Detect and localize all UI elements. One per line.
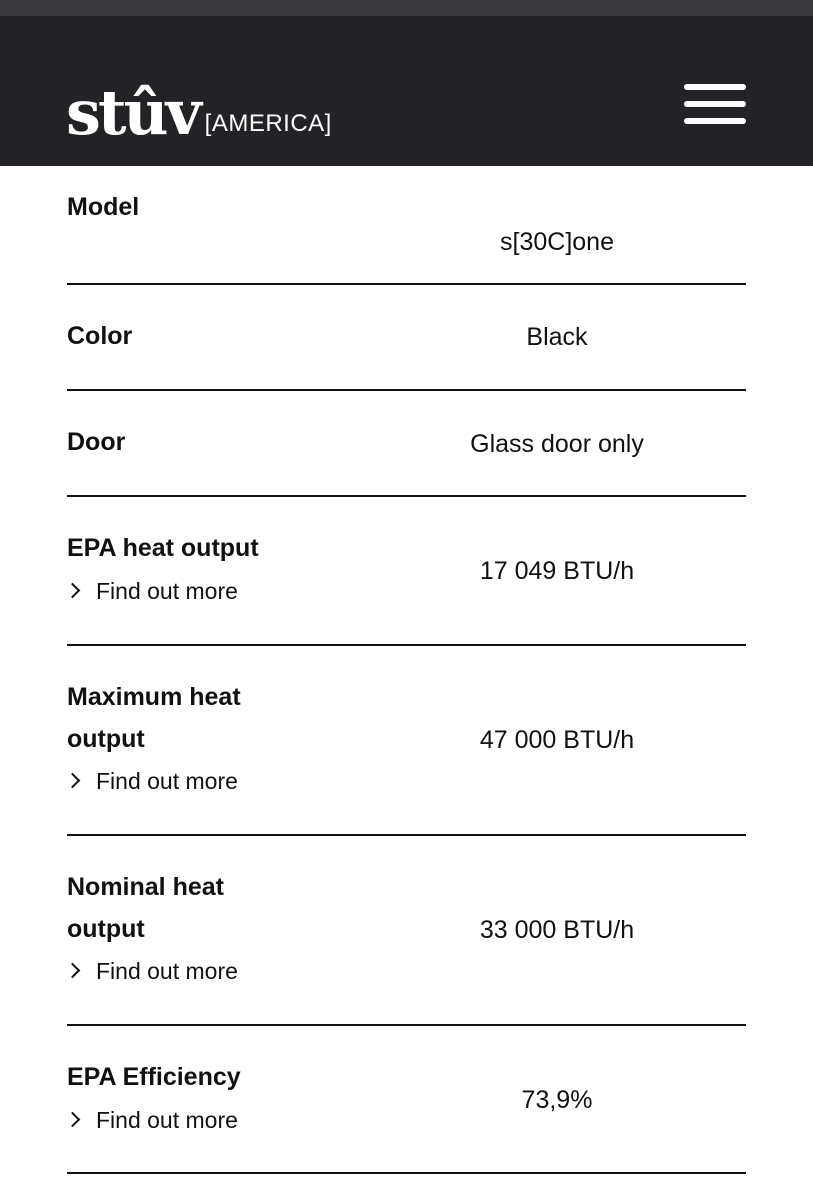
find-out-more-label: Find out more [96, 578, 238, 604]
menu-bar-bottom [684, 118, 746, 124]
spec-value: 73,9% [521, 1086, 593, 1114]
chevron-right-icon [65, 1112, 81, 1128]
spec-value: Black [526, 323, 588, 351]
spec-value: Glass door only [470, 430, 644, 458]
hamburger-menu-icon[interactable] [680, 78, 750, 134]
spec-row-model [67, 166, 746, 285]
spec-label: Model [67, 193, 140, 221]
spec-value: 17 049 BTU/h [479, 557, 635, 585]
chevron-right-icon [65, 963, 81, 979]
chevron-right-icon [65, 773, 81, 789]
spec-row-door [67, 391, 746, 497]
find-out-more-label: Find out more [96, 1107, 238, 1133]
spec-label: EPA Efficiency [67, 1063, 241, 1091]
status-bar-strip [0, 0, 813, 16]
spec-table [67, 166, 746, 1174]
spec-label: Color [67, 322, 133, 350]
find-out-more-link[interactable] [67, 576, 238, 606]
spec-label: EPA heat output [67, 534, 259, 562]
spec-value: 47 000 BTU/h [479, 726, 635, 754]
logo-wordmark: stûv [66, 76, 199, 149]
find-out-more-link[interactable] [67, 1105, 238, 1135]
find-out-more-link[interactable] [67, 766, 238, 796]
spec-label: Door [67, 428, 126, 456]
menu-bar-middle [684, 101, 746, 107]
find-out-more-label: Find out more [96, 958, 238, 984]
spec-label: Maximum heat output [67, 683, 241, 753]
logo-region: [AMERICA] [204, 110, 332, 137]
find-out-more-link[interactable] [67, 956, 238, 986]
spec-value: 33 000 BTU/h [479, 916, 635, 944]
find-out-more-label: Find out more [96, 768, 238, 794]
spec-label: Nominal heat output [67, 873, 224, 943]
spec-row-nominal-heat-output [67, 836, 746, 1026]
spec-row-color [67, 285, 746, 391]
site-header [0, 16, 813, 166]
brand-logo[interactable] [66, 74, 332, 149]
menu-bar-top [684, 84, 746, 90]
spec-row-maximum-heat-output [67, 646, 746, 836]
chevron-right-icon [65, 583, 81, 599]
spec-row-epa-efficiency [67, 1026, 746, 1174]
spec-value: s[30C]one [500, 228, 614, 256]
spec-row-epa-heat-output [67, 497, 746, 646]
